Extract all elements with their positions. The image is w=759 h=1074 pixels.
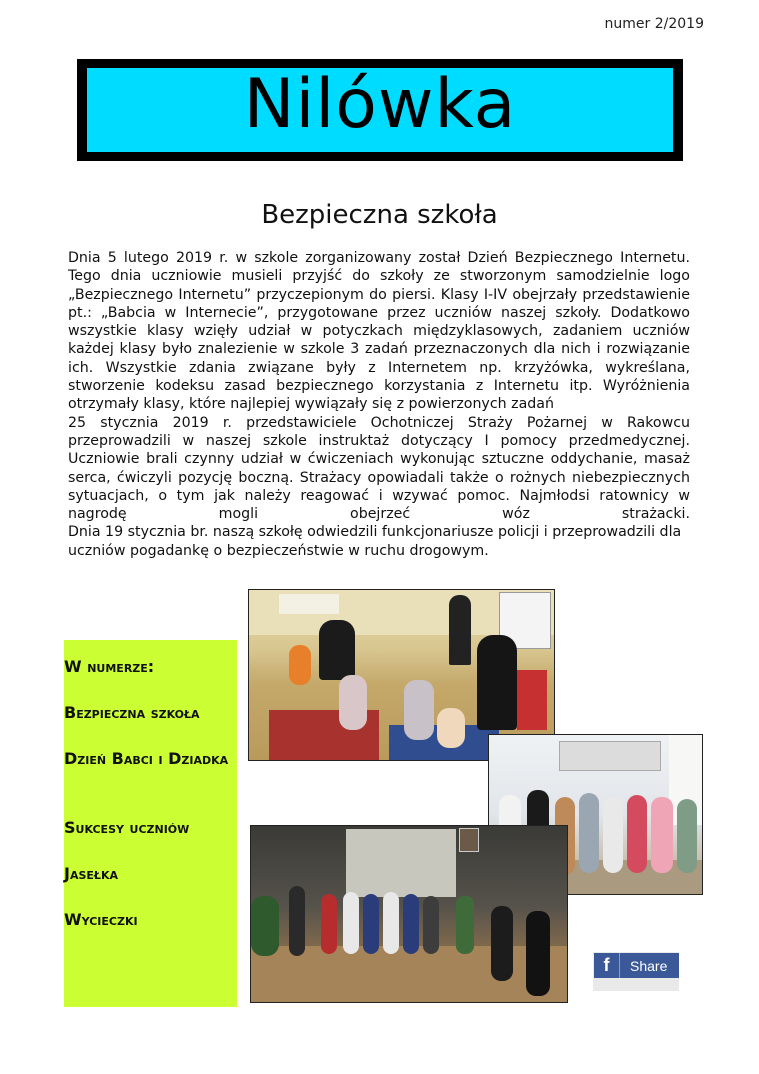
photo-child	[627, 795, 647, 873]
photo-child	[456, 896, 474, 954]
photo-bag	[517, 670, 547, 730]
photo-stage	[250, 825, 568, 1003]
photo-child	[383, 892, 399, 954]
photo-window	[279, 594, 339, 614]
share-bar[interactable]	[594, 953, 679, 978]
photo-child	[343, 892, 359, 954]
sidebar-item: Jasełka	[64, 864, 119, 883]
photo-child	[403, 894, 419, 954]
sidebar-in-this-issue	[64, 640, 237, 1007]
sidebar-item: Dzień Babci i Dziadka	[64, 749, 229, 768]
article-paragraph: 25 stycznia 2019 r. przedstawiciele Ochotniczej Straży Pożarnej w Rakowcu przeprowadzili w naszej szkole instruktaż dotyczący I pomocy przedmedycznej. Uczniowie brali czynny udział w ćwiczeniach wykonując sztuczne oddychanie, masaż serca, ćwiczyli pozycję boczną. Strażacy opowiadali także o rożnych niebezpiecznych sytuacjach, o tym jak należy reagować i wzywać pomoc. Najmłodsi ratownicy w nagrodę mogli obejrzeć wóz strażacki.	[68, 414, 690, 523]
photo-child	[651, 797, 673, 873]
photo-child	[404, 680, 434, 740]
article-paragraph: Dnia 5 lutego 2019 r. w szkole zorganizowany został Dzień Bezpiecznego Internetu. Tego dnia uczniowie musieli przyjść do szkoły ze stworzonym samodzielnie logo „Bezpiecznego Internetu” przyczepionym do piersi. Klasy I-IV obejrzały przedstawienie pt.: „Babcia w Internecie”, przygotowane przez uczniów naszej szkoły. Dodatkowo wszystkie klasy wzięły udział w potyczkach międzyklasowych, zadaniem uczniów każdej klasy było znalezienie w szkole 3 zadań przeznaczonych dla nich i rozwiązanie ich. Wszystkie zdania związane były z Internetem np. krzyżówka, wykreślana, stworzenie kodeksu zasad bezpiecznego korzystania z Internetu itp. Wyróżnienia otrzymały klasy, które najlepiej wywiązały się z powierzonych zadań	[68, 250, 690, 413]
sidebar-item: Wycieczki	[64, 910, 138, 929]
sidebar-item: Bezpieczna szkoła	[64, 703, 200, 722]
article-headline: Bezpieczna szkoła	[261, 200, 498, 230]
share-label: Share	[630, 957, 668, 974]
photo-child	[339, 675, 367, 730]
photo-child	[289, 886, 305, 956]
masthead-panel	[87, 65, 673, 152]
article-body	[68, 249, 690, 560]
photo-projection	[346, 829, 456, 897]
photo-picture	[459, 828, 479, 852]
photo-person	[319, 620, 355, 680]
sidebar-title: W numerze:	[64, 657, 155, 676]
facebook-share-button[interactable]	[593, 952, 679, 991]
photo-board	[559, 741, 661, 771]
issue-number: numer 2/2019	[604, 16, 704, 32]
facebook-icon: f	[594, 953, 620, 978]
masthead	[77, 59, 683, 161]
masthead-title: Nilówka	[243, 65, 517, 144]
photo-child	[526, 911, 550, 996]
sidebar-item: Sukcesy uczniów	[64, 818, 190, 837]
photo-child	[677, 799, 697, 873]
article-paragraph: Dnia 19 stycznia br. naszą szkołę odwiedzili funkcjonariusze policji i przeprowadzili dla uczniów pogadankę o bezpieczeństwie w ruchu drogowym.	[68, 524, 682, 559]
photo-child	[423, 896, 439, 954]
photo-child	[491, 906, 513, 981]
photo-plant	[251, 896, 279, 956]
photo-child	[289, 645, 311, 685]
photo-manikin	[437, 708, 465, 748]
photo-person	[477, 635, 517, 730]
photo-child	[579, 793, 599, 873]
photo-child	[321, 894, 337, 954]
photo-person	[449, 595, 471, 665]
photo-child	[603, 797, 623, 873]
photo-child	[363, 894, 379, 954]
